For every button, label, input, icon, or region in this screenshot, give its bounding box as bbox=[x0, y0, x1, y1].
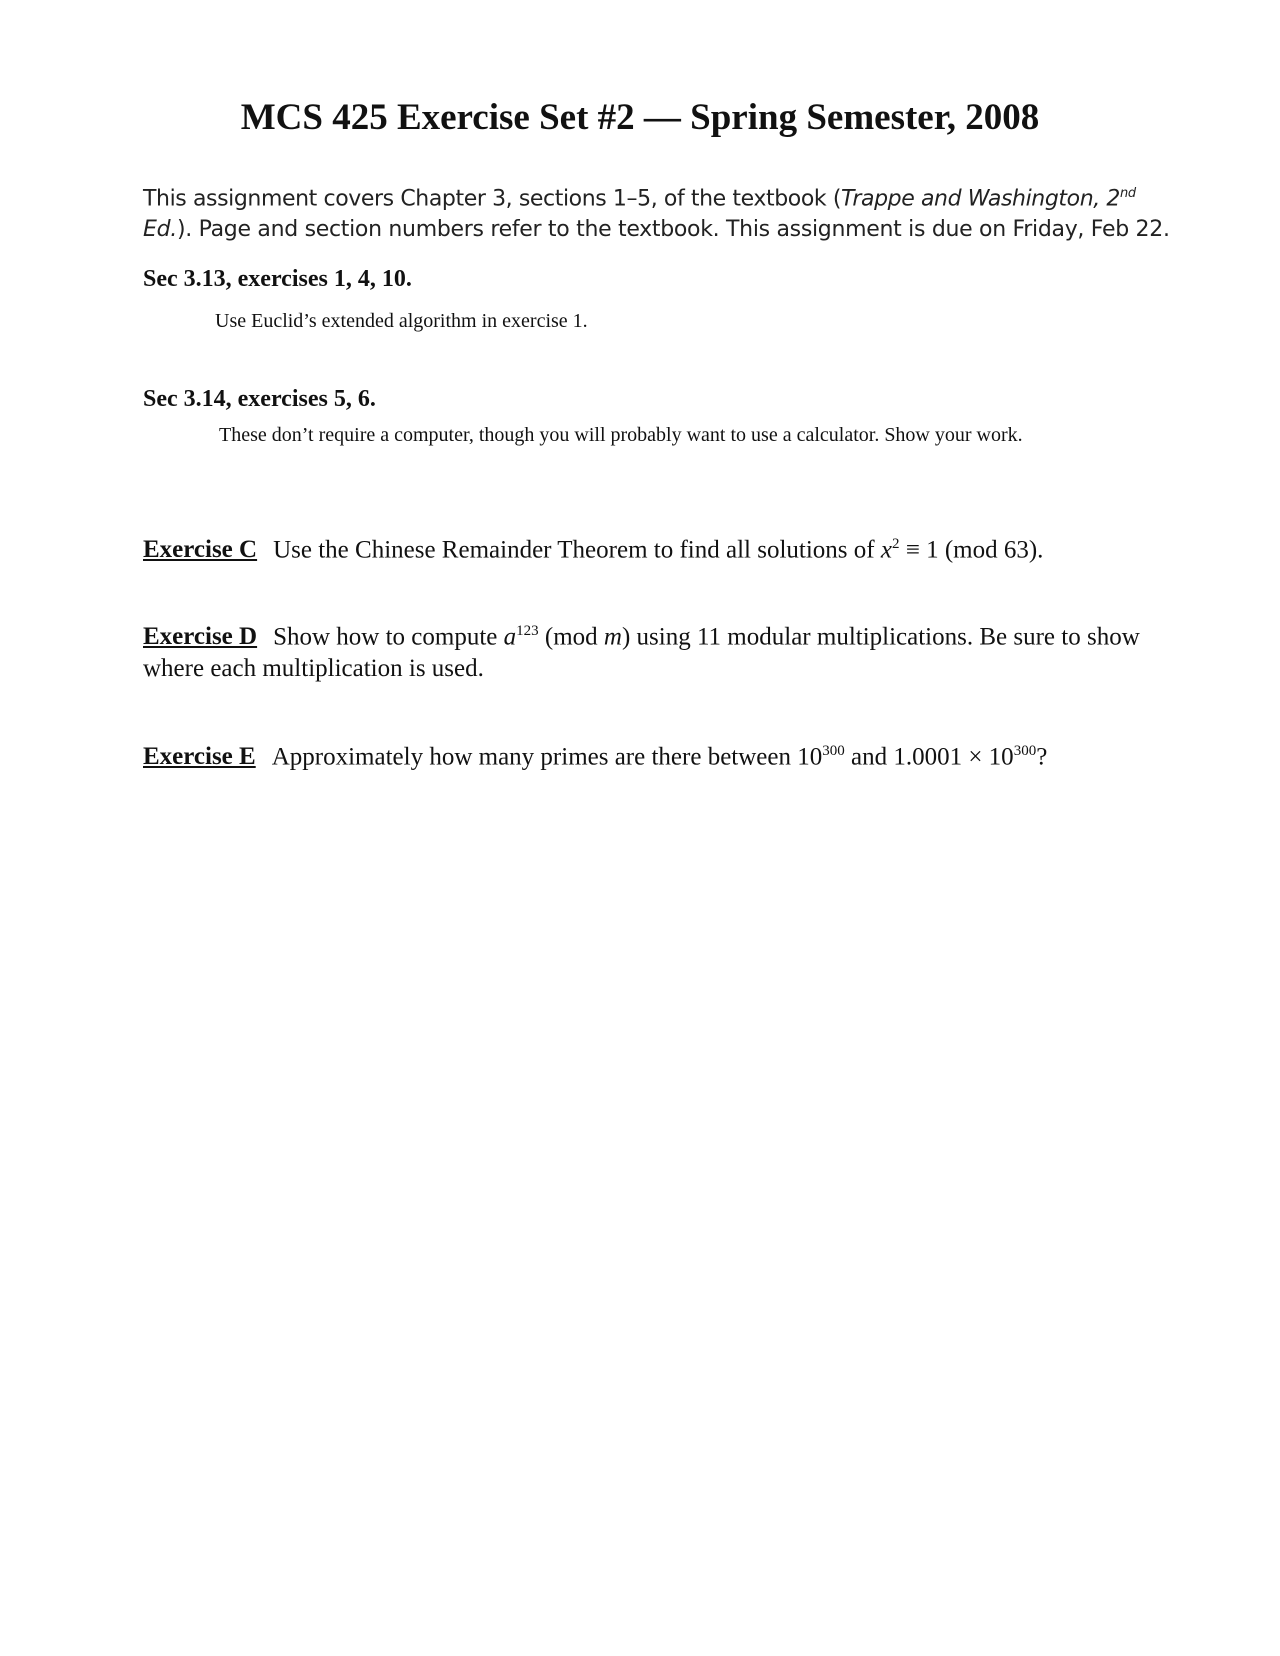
exercise-d-exponent: 123 bbox=[516, 623, 539, 639]
exercise-c bbox=[143, 528, 1148, 566]
exercise-e-label: Exercise E bbox=[143, 743, 256, 771]
intro-paragraph bbox=[143, 178, 1170, 245]
exercise-e bbox=[143, 735, 1148, 773]
exercise-e-exponent-2: 300 bbox=[1013, 743, 1037, 759]
exercise-d bbox=[143, 615, 1148, 685]
edition-label: Ed. bbox=[143, 217, 177, 243]
exercise-e-text: Approximately how many primes are there between 10 bbox=[271, 743, 823, 771]
exercise-d-text: Show how to compute bbox=[273, 623, 504, 651]
section-note-3-14: These don’t require a computer, though you will probably want to use a calculator. Show your work. bbox=[219, 424, 1023, 446]
exercise-c-label: Exercise C bbox=[143, 536, 258, 564]
section-heading-3-14: Sec 3.14, exercises 5, 6. bbox=[143, 386, 376, 412]
exercise-d-variable: a bbox=[503, 623, 517, 651]
exercise-c-variable: x bbox=[880, 536, 892, 564]
section-heading-3-13: Sec 3.13, exercises 1, 4, 10. bbox=[143, 266, 412, 292]
exercise-d-tail: ) using 11 modular multiplications. Be sure to show where each multiplication is used. bbox=[143, 623, 1140, 683]
textbook-reference: Trappe and Washington, 2 bbox=[841, 186, 1121, 212]
intro-due-text: ). Page and section numbers refer to the textbook. This assignment is due on Friday, Feb 22. bbox=[176, 217, 1170, 243]
page-title: MCS 425 Exercise Set #2 — Spring Semester, 2008 bbox=[240, 97, 1040, 138]
intro-text: This assignment covers Chapter 3, sections 1–5, of the textbook ( bbox=[143, 186, 842, 212]
exercise-e-exponent-1: 300 bbox=[822, 743, 845, 759]
exercise-d-mid: (mod bbox=[538, 623, 604, 651]
exercise-c-text: Use the Chinese Remainder Theorem to find all solutions of bbox=[273, 536, 881, 564]
exercise-d-label: Exercise D bbox=[143, 623, 258, 651]
exercise-c-tail: ≡ 1 (mod 63). bbox=[899, 536, 1044, 564]
exercise-d-modulus: m bbox=[603, 623, 622, 651]
exercise-e-mid: and 1.0001 × 10 bbox=[844, 743, 1014, 771]
section-note-3-13: Use Euclid’s extended algorithm in exercise 1. bbox=[215, 310, 588, 332]
exercise-e-tail: ? bbox=[1036, 743, 1048, 771]
intro-line-1 bbox=[143, 178, 1153, 214]
intro-line-2 bbox=[143, 214, 1170, 245]
edition-superscript: nd bbox=[1120, 186, 1136, 201]
exercise-c-exponent: 2 bbox=[891, 536, 900, 552]
